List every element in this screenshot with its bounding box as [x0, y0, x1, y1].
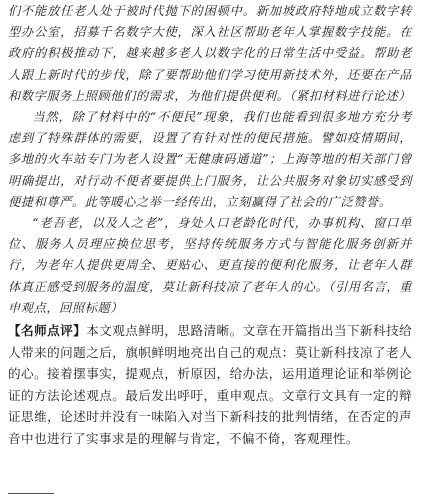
essay-paragraph-3: “老吾老，以及人之老”，身处人口老龄化时代，办事机构、窗口单位、服务人员理应换位思考，坚持传统服务方式与智能化服务创新并行，为老年人提供更周全、更贴心、更直接的便利化服务，让老年人群体真正感受到服务的温度，莫让新科技凉了老年人的心。（引用名言，重申观点，回照标题）	[8, 216, 412, 315]
bottom-rule	[8, 493, 54, 494]
essay-paragraph-1: 们不能放任老人处于被时代抛下的困顿中。新加坡政府特地成立数字转型办公室，招募千名数字大使，深入社区帮助老年人掌握数字技能。在政府的积极推动下，越来越多老人以数字化的日常生活中受益。帮助老人跟上新时代的步伐，除了要帮助他们学习使用新技术外，还要在产品和数字服务上照顾他们的需求，为他们提供便利。（紧扣材料进行论述）	[8, 4, 412, 103]
review-text: 本文观点鲜明，思路清晰。文章在开篇指出当下新科技给人带来的问题之后，旗帜鲜明地亮出自己的观点：莫让新科技凉了老人的心。接着摆事实，提观点，析原因，给办法，运用道理论证和举例论证的方法论述观点。最后发出呼吁，重申观点。文章行文具有一定的辩证思维，论述时并没有一味陷入对当下新科技的批判情绪，在否定的声音中也进行了实事求是的理解与肯定，不偏不倚，客观理性。	[8, 323, 412, 447]
teacher-review	[8, 320, 412, 450]
review-tag: 【名师点评】	[8, 323, 87, 339]
essay-paragraph-2: 当然，除了材料中的“不便民”现象，我们也能看到很多地方充分考虑到了特殊群体的需要，设置了有针对性的便民措施。譬如疫情期间，多地的火车站专门为老人设置“无健康码通道”；上海等地的相关部门曾明确提出，对行动不便者要提供上门服务，让公共服务对象切实感受到便捷和尊严。此等暖心之举一经传出，立刻赢得了社会的广泛赞誉。	[8, 110, 412, 209]
